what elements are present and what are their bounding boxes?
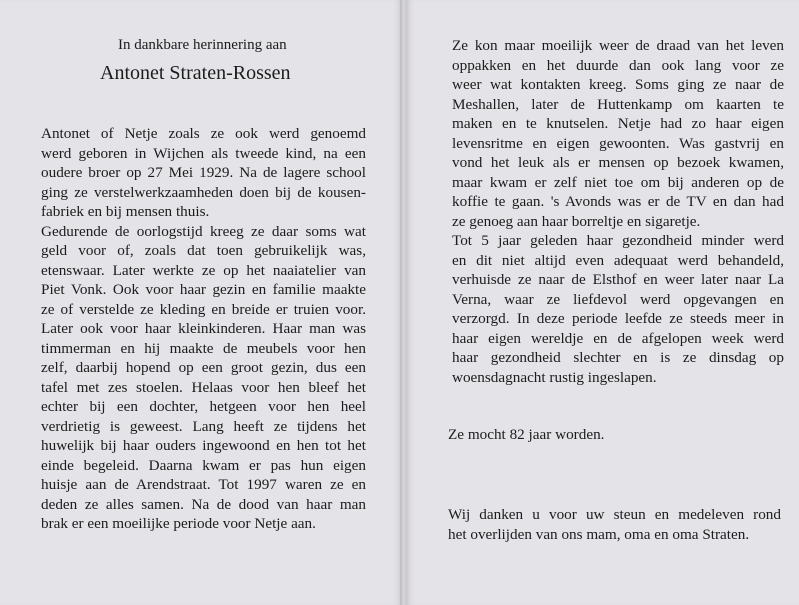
deceased-name: Antonet Straten-Rossen <box>100 62 291 84</box>
text-line: tafel met zes stoelen. Helaas voor hen bleef het <box>41 378 366 396</box>
text-line: ze of verstelde ze kleding en breide er truien voor. <box>41 300 366 318</box>
left-biography-text <box>41 124 366 534</box>
text-line: het overlijden van ons mam, oma en oma Straten. <box>448 525 750 543</box>
text-line: Gedurende de oorlogstijd kreeg ze daar soms wat <box>41 222 366 240</box>
text-line: verhuisde ze naar de Elsthof en weer later naar La <box>452 271 784 288</box>
text-line: vond het leuk als er mensen op bezoek kwamen, <box>452 154 784 171</box>
text-line: huwelijk bij haar ouders ingewoond en hen tot het <box>41 437 366 454</box>
text-line: huisje aan de Arendstraat. Tot 1997 waren ze en <box>41 476 366 493</box>
text-line: woensdagnacht rustig ingeslapen. <box>452 368 657 386</box>
text-line: brak er een moeilijke periode voor Netje aan. <box>41 515 316 532</box>
text-line: werd geboren in Wijchen als tweede kind, na een <box>41 144 366 162</box>
text-line: ging ze verstelwerkzaamheden doen bij de kousen- <box>41 183 366 201</box>
text-line: maken en te knutselen. Netje had zo haar eigen <box>452 115 784 132</box>
text-line: verzorgd. In deze periode leefde ze steeds meer in <box>452 310 784 327</box>
text-line: Tot 5 jaar geleden haar gezondheid minder werd <box>452 232 784 249</box>
age-statement: Ze mocht 82 jaar worden. <box>448 426 605 443</box>
text-line: echter bij een dochter, hetgeen voor hen heel <box>41 398 366 415</box>
text-line: deden ze alles samen. Na de dood van haar man <box>41 495 366 513</box>
text-line: Later ook voor haar kleinkinderen. Haar man was <box>41 320 366 337</box>
text-line: etenswaar. Later werkte ze op het naaiatelier van <box>41 261 366 279</box>
text-line: ze genoeg aan haar borreltje en sigaretje. <box>452 212 701 230</box>
text-line: Verna, waar ze liefdevol werd opgevangen en <box>452 290 784 308</box>
dedication-heading: In dankbare herinnering aan <box>118 37 287 53</box>
text-line: levensritme en eigen gewoonten. Was gastvrij en <box>452 134 784 152</box>
text-line: maar kwam er zelf niet toe om bij anderen op de <box>452 173 784 191</box>
text-line: timmerman en hij maakte de meubels voor hen <box>41 339 366 357</box>
text-line: weer wat kontakten kreeg. Soms ging ze naar de <box>452 76 784 93</box>
text-line: haar eigen wereldje en de afgelopen week werd <box>452 329 784 347</box>
text-line: Antonet of Netje zoals ze ook werd genoemd <box>41 125 366 142</box>
text-line: zelf, daarbij hopend op een groot gezin, dus een <box>41 359 366 376</box>
text-line: fabriek en bij mensen thuis. <box>41 203 210 220</box>
text-line: Meshallen, later de Huttenkamp om kaarten te <box>452 95 784 113</box>
text-line: Piet Vonk. Ook voor haar gezin en familie maakte <box>41 281 366 298</box>
text-line: Wij danken u voor uw steun en medeleven rond <box>448 506 781 523</box>
thanks-text <box>448 505 781 544</box>
text-line: oudere broer op 27 Mei 1929. Na de lagere school <box>41 164 366 181</box>
text-line: haar gezondheid slechter en is ze dinsdag op <box>452 349 784 366</box>
text-line: oppakken en het duurde dan ook lang voor ze <box>452 56 784 74</box>
text-line: geld voor of, zoals dat toen gebruikelijk was, <box>41 242 366 259</box>
text-line: en dit niet altijd even adequaat werd behandeld, <box>452 251 784 269</box>
text-line: einde begeleid. Daarna kwam er pas hun eigen <box>41 456 366 474</box>
text-line: koffie te gaan. 's Avonds was er de TV en dan had <box>452 193 784 210</box>
text-line: Ze kon maar moeilijk weer de draad van het leven <box>452 37 784 54</box>
text-line: verdrietig is geweest. Lang heeft ze tijdens het <box>41 417 366 435</box>
right-biography-text <box>452 36 784 387</box>
